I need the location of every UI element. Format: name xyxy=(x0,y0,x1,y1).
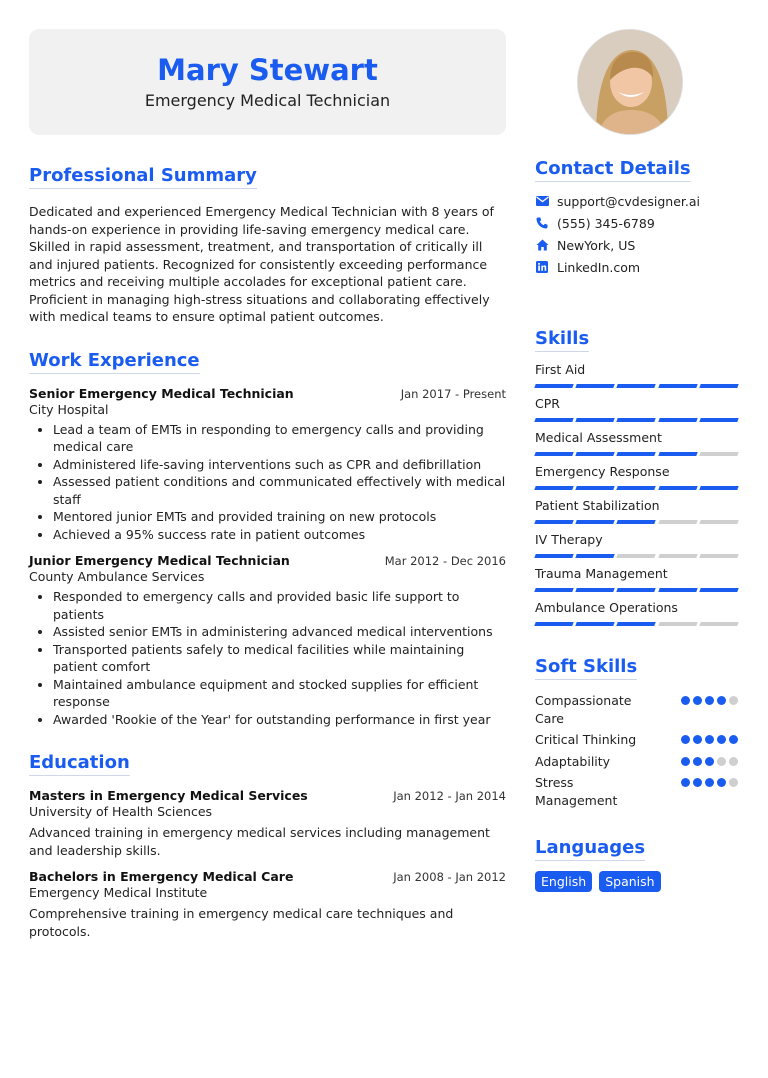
rating-dot xyxy=(693,696,702,705)
rating-dot xyxy=(705,735,714,744)
education-date: Jan 2012 - Jan 2014 xyxy=(393,789,506,803)
job-date: Jan 2017 - Present xyxy=(400,386,506,401)
candidate-title: Emergency Medical Technician xyxy=(144,91,391,110)
home-icon xyxy=(535,238,549,252)
rating-dot xyxy=(705,757,714,766)
skill-level-bar xyxy=(535,486,738,490)
rating-dot xyxy=(717,696,726,705)
work-heading: Work Experience xyxy=(29,350,200,374)
skill-level-segment xyxy=(699,588,739,592)
soft-skill-name: Adaptability xyxy=(535,753,611,769)
skill-level-segment xyxy=(699,418,739,422)
rating-dot xyxy=(729,778,738,787)
contact-location xyxy=(535,236,738,254)
job-title: Senior Emergency Medical Technician xyxy=(29,385,294,401)
skill-item xyxy=(535,430,738,456)
rating-dot xyxy=(693,735,702,744)
list-item: • Assisted senior EMTs in administering advanced medical interventions xyxy=(53,623,506,641)
skill-level-bar xyxy=(535,384,738,388)
skill-level-segment xyxy=(617,384,657,388)
rating-dot xyxy=(717,757,726,766)
rating-dot xyxy=(729,757,738,766)
skill-level-segment xyxy=(617,486,657,490)
list-item: • Lead a team of EMTs in responding to emergency calls and providing medical care xyxy=(53,421,506,456)
skill-item xyxy=(535,396,738,422)
soft-skill-item xyxy=(535,692,738,727)
soft-skill-name: Critical Thinking xyxy=(535,732,637,747)
skill-level-segment xyxy=(575,622,615,626)
job-entry xyxy=(29,386,506,544)
education-date: Jan 2008 - Jan 2012 xyxy=(393,870,506,884)
skill-item xyxy=(535,362,738,388)
skill-item xyxy=(535,566,738,592)
skill-name: First Aid xyxy=(535,362,586,377)
job-org: County Ambulance Services xyxy=(29,569,205,584)
contact-text: (555) 345-6789 xyxy=(557,215,655,231)
skill-level-segment xyxy=(658,622,698,626)
skill-level-segment xyxy=(617,520,657,524)
skill-name: Emergency Response xyxy=(535,464,670,479)
soft-skill-name: Compassionate Care xyxy=(535,693,632,726)
skill-level-segment xyxy=(575,554,615,558)
soft-skill-rating xyxy=(681,778,738,787)
header-box xyxy=(29,29,506,135)
rating-dot xyxy=(681,696,690,705)
linkedin-icon xyxy=(535,260,549,274)
rating-dot xyxy=(705,778,714,787)
list-item: • Achieved a 95% success rate in patient outcomes xyxy=(53,526,506,544)
summary-text: Dedicated and experienced Emergency Medical Technician with 8 years of hands-on experience in providing life-saving emergency medical care. Skilled in rapid assessment, treatment, and transportation of critically ill and injured patients. Recognized for consistently exceeding performance metrics and receiving multiple accolades for exceptional patient care. Proficient in managing high-stress situations and collaborating effectively with medical teams to ensure optimal patient outcomes. xyxy=(29,204,494,324)
skill-level-bar xyxy=(535,520,738,524)
skill-level-segment xyxy=(534,486,574,490)
skill-item xyxy=(535,464,738,490)
list-item: • Responded to emergency calls and provided basic life support to patients xyxy=(53,588,506,623)
skills-list xyxy=(535,362,738,626)
rating-dot xyxy=(705,696,714,705)
profile-photo xyxy=(577,29,683,135)
skill-level-segment xyxy=(658,520,698,524)
skill-level-segment xyxy=(699,452,739,456)
skill-level-segment xyxy=(658,384,698,388)
contact-heading: Contact Details xyxy=(535,158,691,182)
rating-dot xyxy=(693,757,702,766)
rating-dot xyxy=(729,735,738,744)
skill-level-bar xyxy=(535,588,738,592)
contact-text: support@cvdesigner.ai xyxy=(557,193,701,209)
contact-text: LinkedIn.com xyxy=(557,259,641,275)
skill-level-segment xyxy=(658,486,698,490)
skill-level-segment xyxy=(658,418,698,422)
list-item: • Awarded 'Rookie of the Year' for outstanding performance in first year xyxy=(53,711,506,729)
rating-dot xyxy=(717,778,726,787)
phone-icon xyxy=(535,216,549,230)
skill-level-segment xyxy=(658,588,698,592)
skill-item xyxy=(535,532,738,558)
candidate-name: Mary Stewart xyxy=(157,53,378,87)
job-bullets xyxy=(53,588,506,728)
contact-phone[interactable] xyxy=(535,214,738,232)
education-desc: Comprehensive training in emergency medical care techniques and protocols. xyxy=(29,906,454,939)
contact-text: NewYork, US xyxy=(557,237,636,253)
skill-level-segment xyxy=(699,622,739,626)
skill-name: Ambulance Operations xyxy=(535,600,678,615)
soft-skill-item xyxy=(535,731,738,749)
contact-list xyxy=(535,192,738,276)
skill-level-segment xyxy=(658,452,698,456)
side-column xyxy=(535,158,738,892)
skill-name: IV Therapy xyxy=(535,532,603,547)
skills-heading: Skills xyxy=(535,328,589,352)
soft-skill-item xyxy=(535,753,738,771)
list-item: • Transported patients safely to medical facilities while maintaining patient comfort xyxy=(53,641,506,676)
skill-name: Patient Stabilization xyxy=(535,498,660,513)
skill-level-segment xyxy=(617,452,657,456)
skill-level-bar xyxy=(535,554,738,558)
rating-dot xyxy=(681,735,690,744)
list-item: • Assessed patient conditions and communicated effectively with medical staff xyxy=(53,473,506,508)
contact-email[interactable] xyxy=(535,192,738,210)
skill-level-segment xyxy=(534,452,574,456)
soft-skill-name: Stress Management xyxy=(535,775,618,808)
degree-title: Bachelors in Emergency Medical Care xyxy=(29,869,294,884)
skill-level-segment xyxy=(575,452,615,456)
main-column xyxy=(29,165,506,940)
soft-skill-rating xyxy=(681,757,738,766)
degree-title: Masters in Emergency Medical Services xyxy=(29,788,308,803)
skill-name: CPR xyxy=(535,396,560,411)
soft-skills-list xyxy=(535,692,738,809)
education-entry xyxy=(29,788,506,859)
school-name: University of Health Sciences xyxy=(29,804,213,819)
skill-level-segment xyxy=(699,486,739,490)
skill-level-segment xyxy=(617,622,657,626)
skill-name: Medical Assessment xyxy=(535,430,662,445)
skill-level-bar xyxy=(535,622,738,626)
languages-list xyxy=(535,871,738,892)
skill-item xyxy=(535,498,738,524)
job-entry xyxy=(29,553,506,728)
skill-level-segment xyxy=(617,554,657,558)
list-item: • Administered life-saving interventions such as CPR and defibrillation xyxy=(53,456,506,474)
rating-dot xyxy=(729,696,738,705)
skill-level-segment xyxy=(617,418,657,422)
skill-level-bar xyxy=(535,418,738,422)
list-item: • Maintained ambulance equipment and stocked supplies for efficient response xyxy=(53,676,506,711)
rating-dot xyxy=(681,778,690,787)
skill-level-segment xyxy=(617,588,657,592)
soft-skill-rating xyxy=(681,735,738,744)
contact-linkedin[interactable] xyxy=(535,258,738,276)
skill-name: Trauma Management xyxy=(535,566,668,581)
summary-heading: Professional Summary xyxy=(29,165,257,189)
language-badge: Spanish xyxy=(599,871,660,892)
job-org: City Hospital xyxy=(29,401,109,417)
skill-level-segment xyxy=(575,520,615,524)
list-item: • Mentored junior EMTs and provided training on new protocols xyxy=(53,508,506,526)
soft-skills-heading: Soft Skills xyxy=(535,656,637,680)
skill-level-segment xyxy=(658,554,698,558)
job-date: Mar 2012 - Dec 2016 xyxy=(384,554,506,568)
school-name: Emergency Medical Institute xyxy=(29,885,208,900)
job-bullets xyxy=(53,421,506,544)
skill-level-segment xyxy=(534,554,574,558)
rating-dot xyxy=(681,757,690,766)
education-desc: Advanced training in emergency medical services including management and leadership skills. xyxy=(29,825,490,858)
soft-skill-item xyxy=(535,774,738,809)
skill-item xyxy=(535,600,738,626)
skill-level-segment xyxy=(699,554,739,558)
job-title: Junior Emergency Medical Technician xyxy=(29,553,290,568)
rating-dot xyxy=(717,735,726,744)
skill-level-segment xyxy=(575,588,615,592)
language-badge: English xyxy=(535,871,592,892)
envelope-icon xyxy=(535,194,549,208)
skill-level-segment xyxy=(575,486,615,490)
education-entry xyxy=(29,869,506,940)
skill-level-bar xyxy=(535,452,738,456)
skill-level-segment xyxy=(699,384,739,388)
skill-level-segment xyxy=(699,520,739,524)
skill-level-segment xyxy=(575,418,615,422)
skill-level-segment xyxy=(534,418,574,422)
rating-dot xyxy=(693,778,702,787)
education-heading: Education xyxy=(29,752,130,776)
skill-level-segment xyxy=(534,588,574,592)
skill-level-segment xyxy=(534,384,574,388)
skill-level-segment xyxy=(575,384,615,388)
skill-level-segment xyxy=(534,520,574,524)
languages-heading: Languages xyxy=(535,837,645,861)
skill-level-segment xyxy=(534,622,574,626)
soft-skill-rating xyxy=(681,696,738,705)
